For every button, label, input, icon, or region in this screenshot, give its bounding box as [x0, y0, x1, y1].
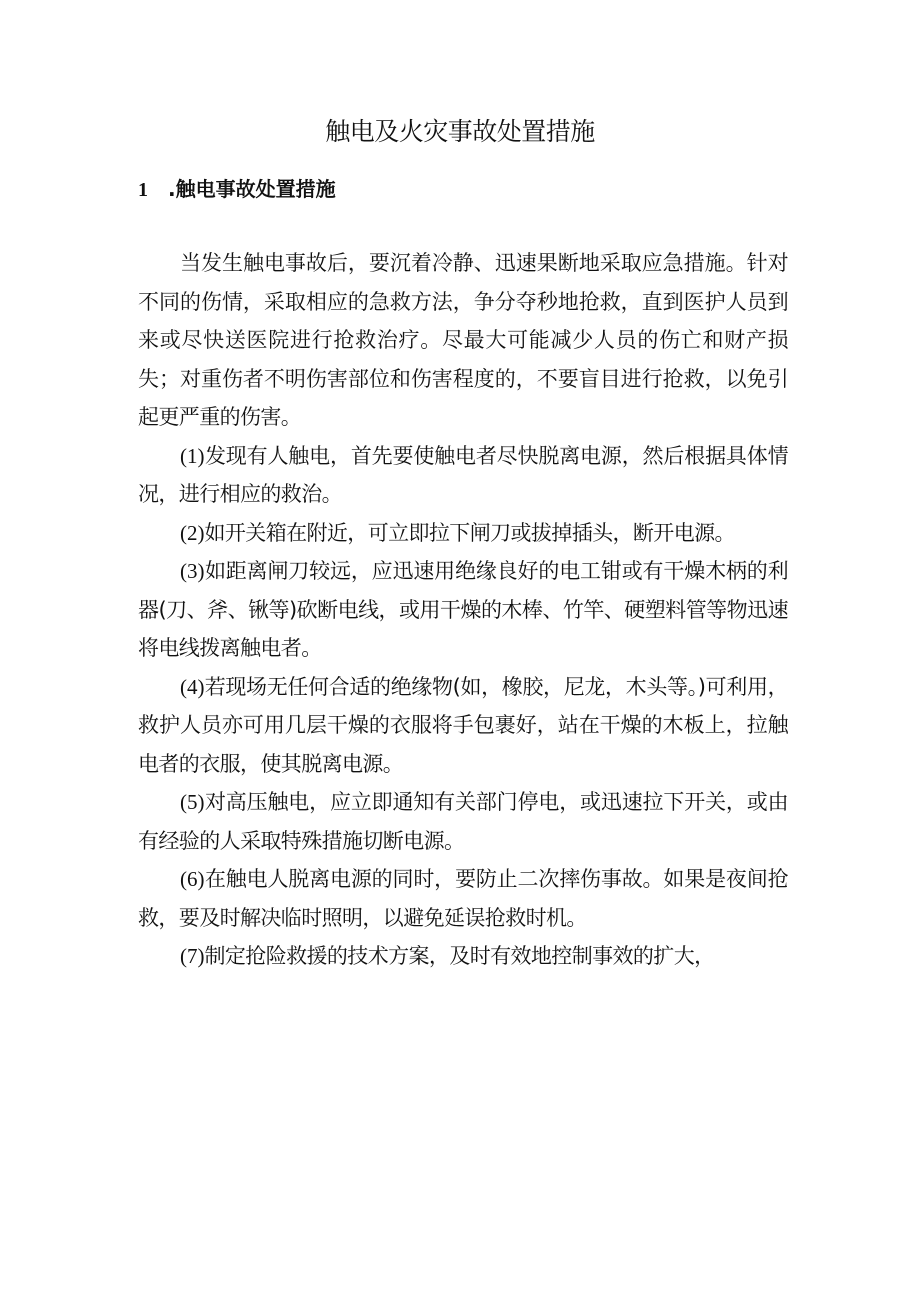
section-heading	[138, 172, 336, 207]
list-item-label: (1)	[180, 443, 205, 468]
list-item-text: 如开关箱在附近，可立即拉下闸刀或拔掉插头，断开电源。	[204, 520, 735, 545]
list-item-label: (7)	[180, 944, 205, 968]
document-title: 触电及火灾事故处置措施	[325, 117, 595, 146]
document-body	[138, 244, 788, 976]
list-item-text: 若现场无任何合适的绝缘物(如，橡胶，尼龙，木头等。)可利用，救护人员亦可用几层干燥的衣服将手包裹好，站在干燥的木板上，拉触电者的衣服，使其脱离电源。	[138, 674, 788, 776]
intro-paragraph: 当发生触电事故后，要沉着冷静、迅速果断地采取应急措施。针对不同的伤情，采取相应的急救方法，争分夺秒地抢救，直到医护人员到来或尽快送医院进行抢救治疗。尽最大可能减少人员的伤亡和财产损失；对重伤者不明伤害部位和伤害程度的，不要盲目进行抢救，以免引起更严重的伤害。	[138, 251, 788, 429]
list-item-label: (2)	[180, 520, 205, 545]
section-number: 1	[138, 179, 148, 201]
list-item	[138, 552, 788, 668]
list-item	[138, 937, 788, 976]
list-item	[138, 783, 788, 860]
section-title: .触电事故处置措施	[168, 177, 336, 201]
list-item-text: 在触电人脱离电源的同时，要防止二次摔伤事故。如果是夜间抢救，要及时解决临时照明，以避免延误抢救时机。	[138, 867, 788, 930]
list-item-label: (3)	[180, 559, 205, 583]
list-item	[138, 514, 788, 553]
list-item	[138, 668, 788, 784]
list-item-label: (6)	[180, 867, 205, 891]
list-item-text: 对高压触电，应立即通知有关部门停电，或迅速拉下开关，或由有经验的人采取特殊措施切断电源。	[138, 790, 788, 853]
list-item-label: (5)	[180, 790, 205, 814]
list-item-text: 如距离闸刀较远，应迅速用绝缘良好的电工钳或有干燥木柄的利器(刀、斧、锹等)砍断电线，或用干燥的木棒、竹竿、硬塑料管等物迅速将电线拨离触电者。	[138, 559, 788, 660]
list-item-label: (4)	[180, 674, 205, 699]
list-item-text: 制定抢险救援的技术方案，及时有效地控制事效的扩大，	[204, 944, 715, 968]
list-item	[138, 860, 788, 937]
list-item	[138, 437, 788, 514]
list-item-text: 发现有人触电，首先要使触电者尽快脱离电源，然后根据具体情况，进行相应的救治。	[138, 443, 788, 506]
